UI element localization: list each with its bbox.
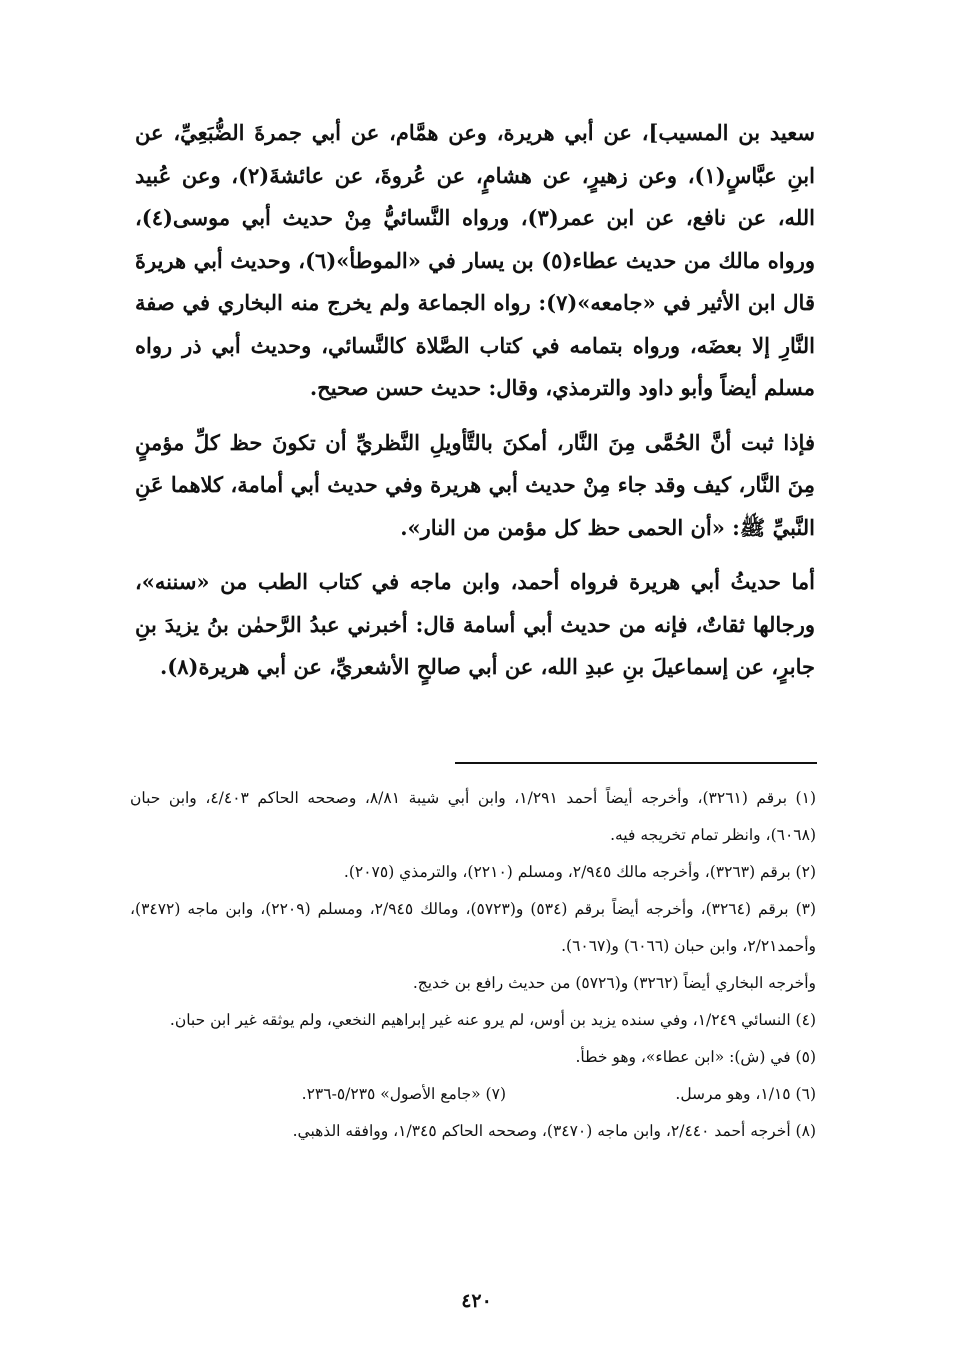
paragraph-3: أما حديثُ أبي هريرة فرواه أحمد، وابن ماجه في كتاب الطب من «سننه»، ورجالها ثقاتٌ، فإنه من حديث أبي أسامة قال: أخبرني عبدُ الرَّحمٰن بنُ يزيدَ بنِ جابرٍ، عن إسماعيلَ بنِ عبدِ الله، عن أبي صالحٍ الأشعريِّ، عن أبي هريرة(٨). — [135, 569, 815, 679]
footnote-3: (٣) برقم (٣٢٦٤)، وأخرجه أيضاً برقم (٥٣٤) و(٥٧٢٣)، ومالك ٢/٩٤٥، ومسلم (٢٢٠٩)، وابن ماجه (٣٤٧٢)، وأحمد٢/٢١، وابن حبان (٦٠٦٦) و(٦٠٦٧). — [130, 900, 817, 955]
footnote-4: (٤) النسائي ١/٢٤٩، وفي سنده يزيد بن أوس، لم يرو عنه غير إبراهيم النخعي، ولم يوثقه غير ابن حبان. — [169, 1011, 816, 1029]
footnote-6: (٦) ١/١٥، وهو مرسل. — [675, 1085, 816, 1103]
page-number: ٤٢٠ — [461, 1290, 492, 1312]
main-text — [135, 112, 815, 689]
footnote-separator — [455, 762, 817, 764]
footnote-row-6-7 — [130, 1076, 816, 1113]
footnote-1: (١) برقم (٣٢٦١)، وأخرجه أيضاً أحمد ١/٢٩١، وابن أبي شيبة ٨/٨١، وصححه الحاكم ٤/٤٠٣، وابن حبان (٦٠٦٨)، وانظر تمام تخريجه فيه. — [130, 789, 816, 844]
footnote-7: (٧) «جامع الأصول» ٥/٢٣٥-٢٣٦. — [301, 1085, 506, 1103]
footnote-3-continued: وأخرجه البخاري أيضاً (٣٢٦٢) و(٥٧٢٦) من حديث رافع بن خديج. — [412, 974, 816, 992]
footnote-8: (٨) أخرجه أحمد ٢/٤٤٠، وابن ماجه (٣٤٧٠)، وصححه الحاكم ١/٣٤٥، ووافقه الذهبي. — [292, 1122, 816, 1140]
footnote-2: (٢) برقم (٣٢٦٣)، وأخرجه مالك ٢/٩٤٥، ومسلم (٢٢١٠)، والترمذي (٢٠٧٥). — [343, 863, 816, 881]
footnote-5: (٥) في (ش): «ابن عطاء»، وهو خطأ. — [575, 1048, 816, 1066]
paragraph-1: سعيد بن المسيب]، عن أبي هريرة، وعن همَّام، عن أبي جمرةَ الضُّبَعِيِّ، عن ابنِ عبَّاسٍ(١)، وعن زهيرٍ، عن هشامٍ، عن عُروةَ، عن عائشةَ(٢)، وعن عُبيد الله، عن نافع، عن ابن عمر(٣)، ورواه النَّسائيُّ مِنْ حديث أبي موسى(٤)، ورواه مالك من حديث عطاء(٥) بن يسار في «الموطأ»(٦)، وحديث أبي هريرةَ قال ابن الأثير في «جامعه»(٧): رواه الجماعة ولم يخرج منه البخاري في صفة النَّارِ إلا بعضَه، ورواه بتمامه في كتاب الصَّلاة كالنَّسائي، وحديث أبي ذر رواه مسلم أيضاً وأبو داود والترمذي، وقال: حديث حسن صحيح. — [135, 120, 815, 400]
paragraph-2: فإذا ثبت أنَّ الحُمَّى مِنَ النَّار، أمكنَ بالتَّأويلِ النَّظريِّ أن تكونَ حظ كلِّ مؤمنٍ مِنَ النَّار، كيف وقد جاء مِنْ حديث أبي هريرة وفي حديث أبي أمامة، كلاهما عَنِ النَّبيِّ ﷺ: «أن الحمى حظ كل مؤمن من النار». — [135, 429, 815, 540]
footnotes — [130, 780, 816, 1150]
